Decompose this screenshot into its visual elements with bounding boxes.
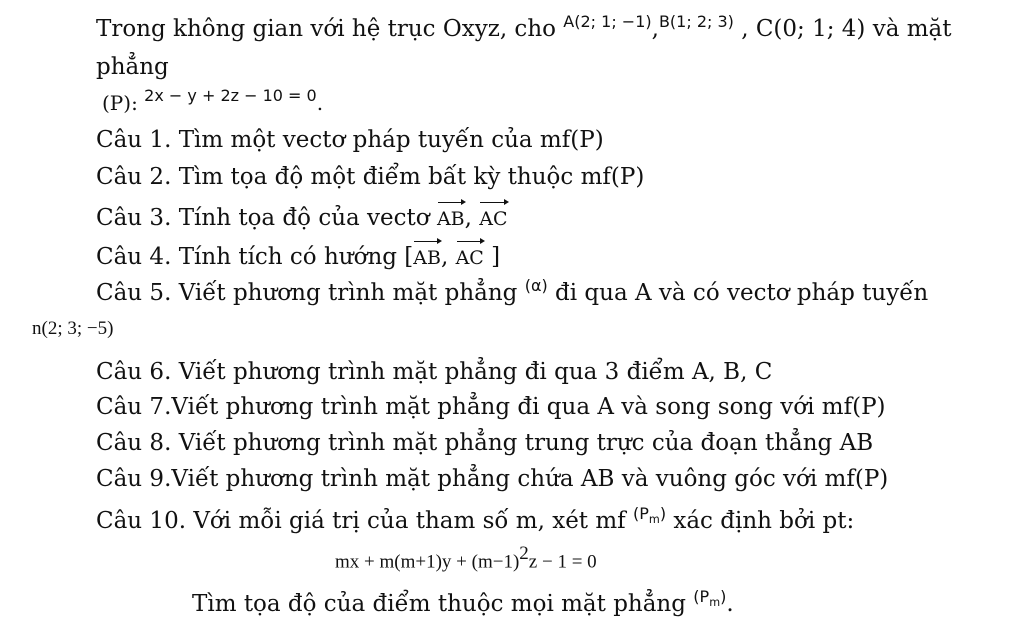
question-8 [96,428,873,458]
question-text-2: xác định bởi pt: [666,508,855,534]
question-text: Câu 1. Tìm một vectơ pháp tuyến của mf(P) [96,127,604,153]
normal-vector: n(2; 3; −5) [32,318,114,339]
question-5 [96,278,928,310]
question-9 [96,464,888,494]
question-text: Tìm tọa độ của điểm thuộc mọi mặt phẳng [192,591,694,617]
question-7 [96,392,886,422]
question-10 [96,506,854,540]
question-text: Câu 10. Với mỗi giá trị của tham số m, xét mf [96,508,633,534]
intro-text: Trong không gian với hệ trục Oxyz, cho [96,16,564,42]
vector-ab: AB [413,239,441,273]
intro-text-2: , C(0; 1; 4) và mặt [733,16,952,42]
intro-text-3: phẳng [96,54,169,80]
alpha-symbol: (α) [524,276,548,295]
pm-subscript: m [648,513,660,526]
question-text: Câu 5. Viết phương trình mặt phẳng [96,280,525,306]
bracket-close: ] [483,244,501,270]
equation-line [335,539,597,578]
separator: , [651,16,659,42]
question-6 [96,357,772,387]
plane-pm: (Pm) [633,504,667,526]
pm-letter: P [639,504,649,523]
intro-line-2 [96,52,169,82]
question-text: Câu 2. Tìm tọa độ một điểm bất kỳ thuộc mf(P) [96,164,645,190]
question-2 [96,162,644,192]
vector-ab: AB [437,200,465,234]
plane-equation: 2x − y + 2z − 10 = 0 [144,86,317,105]
question-end: . [726,591,734,617]
plane-line [102,88,323,120]
normal-vector-line [32,312,113,344]
question-text: Câu 6. Viết phương trình mặt phẳng đi qua 3 điểm A, B, C [96,359,773,385]
vector-ac: AC [479,200,507,234]
separator: , [464,205,480,231]
pm-equation-part2: z − 1 = 0 [528,551,597,573]
pm-letter: P [699,587,710,606]
pm-equation-part1: mx + m(m+1)y + (m−1) [335,551,520,573]
question-10-ask [192,589,734,623]
question-1 [96,125,604,155]
pm-subscript: m [709,596,721,609]
question-text: Câu 9.Viết phương trình mặt phẳng chứa AB và vuông góc với mf(P) [96,466,889,492]
point-b: B(1; 2; 3) [658,12,734,31]
plane-pm: (Pm) [693,587,727,609]
question-3 [96,200,508,234]
plane-end: . [316,91,324,115]
point-a: A(2; 1; −1) [563,12,652,31]
question-4 [96,239,500,273]
intro-line [96,14,951,46]
question-text: Câu 7.Viết phương trình mặt phẳng đi qua A và song song với mf(P) [96,394,886,420]
pm-equation-sup: 2 [519,543,529,564]
question-text: Câu 3. Tính tọa độ của vectơ [96,205,437,231]
question-text: Câu 4. Tính tích có hướng [ [96,244,414,270]
plane-label: (P): [102,91,145,115]
question-text-2: đi qua A và có vectơ pháp tuyến [547,280,929,306]
question-text: Câu 8. Viết phương trình mặt phẳng trung trực của đoạn thẳng AB [96,430,874,456]
separator: , [440,244,456,270]
vector-ac: AC [456,239,484,273]
